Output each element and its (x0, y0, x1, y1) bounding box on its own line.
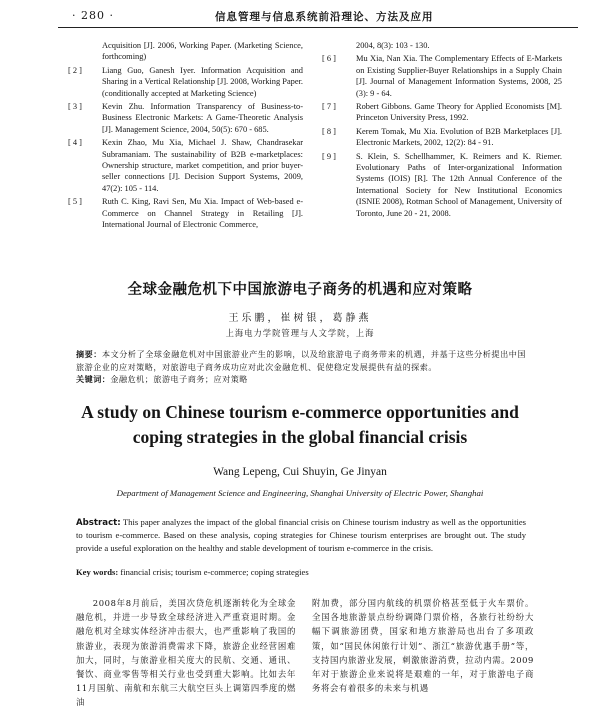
chinese-abstract-label: 摘要： (76, 349, 102, 359)
chinese-authors: 王乐鹏，崔树银，葛静燕 (228, 313, 372, 324)
reference-item (322, 126, 562, 149)
reference-item (68, 196, 303, 230)
journal-title: 信息管理与信息系统前沿理论、方法及应用 (215, 11, 434, 23)
reference-number: [ 5 ] (68, 197, 82, 207)
english-keywords-text: financial crisis; tourism e-commerce; coping strategies (120, 567, 309, 577)
reference-text: Kerem Tomak, Mu Xia. Evolution of B2B Marketplaces [J]. Electronic Markets, 2002, 12(2): 84 - 91. (356, 126, 562, 148)
english-abstract-label: Abstract: (76, 518, 121, 528)
english-abstract-text: This paper analyzes the impact of the global financial crisis on Chinese tourism industry as well as the opportunities to tourism e-commerce. Based on these analysis, coping strategies for Chinese tourism enterprises are brought out. The study provide a useful exploration on the healthy and stable development of tourism e-commerce in the crisis. (76, 517, 527, 553)
reference-item (322, 53, 562, 99)
chinese-keywords (76, 374, 526, 385)
chinese-title: 全球金融危机下中国旅游电子商务的机遇和应对策略 (127, 282, 473, 298)
english-authors: Wang Lepeng, Cui Shuyin, Ge Jinyan (213, 466, 387, 478)
reference-item (68, 65, 303, 99)
reference-number: [ 7 ] (322, 102, 336, 112)
chinese-abstract-text: 本文分析了全球金融危机对中国旅游业产生的影响，以及给旅游电子商务带来的机遇，并基于这些分析提出中国旅游企业的应对策略，对旅游电子商务成功应对此次金融危机、促使稳定发展提供有益的探索。 (76, 349, 526, 372)
reference-item (68, 137, 303, 194)
english-keywords-label: Key words: (76, 567, 119, 577)
reference-text: Liang Guo, Ganesh Iyer. Information Acquisition and Sharing in a Vertical Relationship [J]. 2008, Working Paper. (conditionally accepted at Marketing Science) (102, 65, 303, 98)
reference-number: [ 8 ] (322, 126, 336, 136)
reference-item (68, 101, 303, 135)
reference-text: Acquisition [J]. 2006, Working Paper. (Marketing Science, forthcoming) (102, 41, 303, 62)
chinese-affiliation: 上海电力学院管理与人文学院，上海 (225, 328, 375, 338)
reference-text: Ruth C. King, Ravi Sen, Mu Xia. Impact of Web-based e-Commerce on Channel Strategy in Retailing [J]. International Journal of Electronic Commerce, (102, 197, 303, 230)
page-number: · 280 · (72, 9, 114, 22)
header-rule (58, 27, 578, 28)
reference-text: Robert Gibbons. Game Theory for Applied Economists [M]. Princeton University Press, 1992. (356, 102, 562, 123)
reference-text: Kevin Zhu. Information Transparency of Business-to-Business Electronic Markets: A Game-Theoretic Analysis [J]. Management Science, 2004, 50(5): 670 - 685. (102, 102, 303, 134)
english-affiliation: Department of Management Science and Engineering, Shanghai University of Electric Power, Shanghai (116, 488, 484, 498)
reference-number: [ 4 ] (68, 138, 82, 148)
reference-number: [ 2 ] (68, 65, 82, 75)
english-title (0, 400, 600, 450)
chinese-abstract (76, 348, 526, 373)
reference-text: S. Klein, S. Schellhammer, K. Reimers and K. Riemer. Evolutionary Paths of Inter-organizational Information Systems (IOIS) [R]. The 12th Annual Conference of the International Society for New Institutional Economics (ISNIE 2008), Rotman School of Management, University of Toronto, June 20 - 21, 2008. (356, 151, 562, 218)
running-header (0, 0, 600, 28)
chinese-keywords-label: 关键词： (76, 374, 111, 384)
reference-item (68, 40, 303, 63)
reference-item (322, 101, 562, 124)
chinese-keywords-text: 金融危机；旅游电子商务；应对策略 (110, 374, 248, 384)
references-right-column (322, 40, 562, 221)
english-title-line-2: coping strategies in the global financial crisis (132, 427, 468, 447)
reference-text: Mu Xia, Nan Xia. The Complementary Effects of E-Markets on Existing Supplier-Buyer Relationships in a Supply Chain [J]. Journal of Management Information Systems, 2008, 25 (3): 9 - 64. (356, 54, 562, 98)
body-left-column: 2008年8月前后，美国次贷危机逐渐转化为全球金融危机，并进一步导致全球经济进入严重衰退时期。金融危机对全球实体经济冲击很大，也严重影响了我国的旅游业，表现为旅游消费需求下降，旅游企业经营困难加大，同时，与旅游业相关度大的民航、交通、通讯、餐饮、商业零售等相关行业也受到重大影响。比如去年11月国航、南航和东航三大航空巨头上调第四季度的燃油 (76, 598, 296, 708)
english-abstract (76, 516, 526, 554)
english-keywords (76, 567, 526, 577)
reference-text: Kexin Zhao, Mu Xia, Michael J. Shaw, Chandrasekar Subramaniam. The sustainability of B2B e-marketplaces: Ownership structure, market competition, and prior buyer-seller connections [J]. Decision Support Systems, 2009, 47(2): 105 - 114. (102, 138, 303, 193)
body-right-column: 附加费，部分国内航线的机票价格甚至低于火车票价。全国各地旅游景点纷纷调降门票价格，各旅行社纷纷大幅下调旅游团费，国家和地方旅游局也出台了多项政策，如“国民休闲旅行计划”、浙江“旅游优惠手册”等，支持国内旅游业发展，刺激旅游消费，拉动内需。2009年对于旅游企业来说将是艰难的一年，对于旅游电子商务将会有着很多的未来与机遇 (312, 598, 534, 694)
references-left-column (68, 40, 303, 233)
reference-number: [ 9 ] (322, 151, 336, 161)
reference-number: [ 6 ] (322, 54, 336, 64)
english-title-line-1: A study on Chinese tourism e-commerce opportunities and (81, 402, 519, 422)
reference-number: [ 3 ] (68, 102, 82, 112)
reference-item (322, 40, 562, 51)
reference-item (322, 151, 562, 219)
reference-text: 2004, 8(3): 103 - 130. (356, 41, 430, 50)
